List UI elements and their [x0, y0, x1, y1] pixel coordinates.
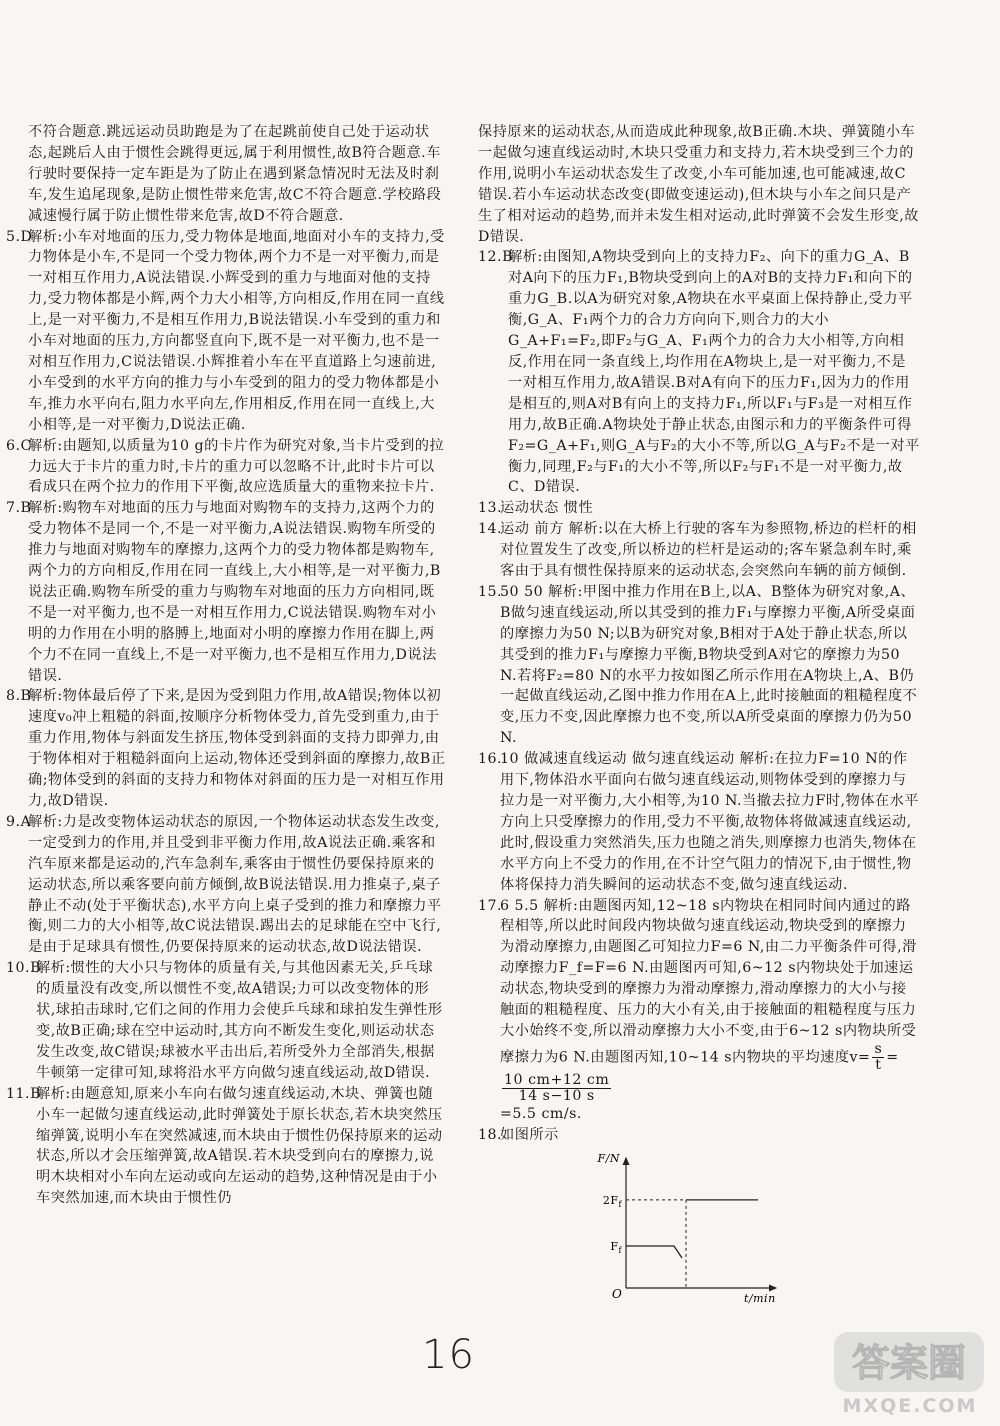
answer-text: 解析:物体最后停了下来,是因为受到阻力作用,故A错误;物体以初速度v₀冲上粗糙的斜面,按顺序分析物体受力,首先受到重力,由于重力作用,物体与斜面发生挤压,物体受到斜面的支持力即弹力,由于物体相对于粗糙斜面向上运动,物体还受到斜面的摩擦力,故B正确;物体受到的斜面的支持力和物体对斜面的压力是一对相互作用力,故D错误.: [28, 688, 446, 809]
fraction-numerator: 10 cm+12 cm: [504, 1071, 610, 1088]
answer-text: 运动状态 惯性: [500, 500, 594, 517]
answer-text: 解析:惯性的大小只与物体的质量有关,与其他因素无关,乒乓球的质量没有改变,所以惯性不变,故A错误;力可以改变物体的形状,球拍击球时,它们之间的作用力会使乒乓球和球拍发生弹性形变,故B正确;球在空中运动时,其方向不断发生变化,则运动状态发生改变,故C错误;球被水平击出后,若所受外力全部消失,根据牛顿第一定律可知,球将沿水平方向做匀速直线运动,故D错误.: [36, 960, 443, 1081]
answer-item: [6, 1084, 446, 1209]
answer-item: [478, 582, 920, 749]
right-column: [478, 122, 920, 1311]
answer-continuation: [6, 122, 446, 227]
answer-item: [478, 896, 920, 1125]
answer-number: 11.B: [6, 1085, 41, 1102]
equals-sign: =: [886, 1049, 899, 1066]
answer-item: [478, 519, 920, 582]
left-column: [6, 122, 446, 1209]
answer-item: [6, 812, 446, 958]
answer-number: 17.: [478, 897, 503, 914]
answer-number: 13.: [478, 500, 503, 517]
answer-text: 解析:由图知,A物块受到向上的支持力F₂、向下的重力G_A、B对A向下的压力F₁,B物块受到向上的A对B的支持力F₁和向下的重力G_B.以A为研究对象,A物块在水平桌面上保持静止,受力平衡,G_A、F₁两个力的合力方向向下,则合力的大小G_A+F₁=F₂,即F₂与G_A、F₁两个力的合力大小相等,方向相反,作用在同一条直线上,均作用在A物块上,是一对平衡力,不是一对相互作用力,故A错误.B对A有向下的压力F₁,因为力的作用是相互的,则A对B有向上的支持力F₁,所以F₁与F₃是一对相互作用力,故B正确.A物块处于静止状态,由图示和力的平衡条件可得F₂=G_A+F₁,则G_A与F₂的大小不等,所以G_A与F₂不是一对平衡力,同理,F₂与F₁的大小不等,所以F₂与F₁不是一对平衡力,故C、D错误.: [508, 249, 920, 496]
tick-label-ff: $F_f$: [610, 1239, 622, 1255]
answer-item: [478, 498, 920, 519]
tick-label-2ff: $2F_f$: [602, 1193, 622, 1209]
answer-continuation: [478, 122, 920, 247]
answer-number: 9.A: [6, 813, 32, 830]
answer-item: [478, 247, 920, 498]
y-axis-label: F/N: [597, 1151, 620, 1165]
answer-number: 12.B: [478, 249, 513, 266]
friction-time-graph: [586, 1148, 786, 1304]
x-axis-label: t/min: [744, 1291, 776, 1304]
fraction-numerator: s: [874, 1040, 883, 1057]
answer-text: 6 5.5 解析:由题图丙知,12~18 s内物块在相同时间内通过的路程相等,所以此时间段内物块做匀速直线运动,物块受到的摩擦力为滑动摩擦力,由题图乙可知拉力F=6 N,由二力平衡条件可得,滑动摩擦力F_f=F=6 N.由题图丙可知,6~12 s内物块处于加速运动状态,物块受到的摩擦力为滑动摩擦力,滑动摩擦力的大小与接触面的粗糙程度、压力的大小有关,由于接触面的粗糙程度与压力大小始终不变,所以滑动摩擦力大小不变,由于6~12 s内物块所受摩擦力为6 N.由题图丙知,10~14 s内物块的平均速度v=: [500, 897, 917, 1066]
answer-text: 运动 前方 解析:以在大桥上行驶的客车为参照物,桥边的栏杆的相对位置发生了改变,所以桥边的栏杆是运动的;客车紧急刹车时,乘客由于具有惯性保持原来的运动状态,会突然向车辆的前方倾倒.: [500, 521, 917, 580]
answer-item: [478, 749, 920, 895]
watermark-url: MXQE.COM: [842, 1395, 978, 1417]
answer-number: 10.B: [6, 960, 41, 977]
answer-number: 6.C: [6, 437, 32, 454]
answer-number: 5.D: [6, 228, 33, 245]
watermark-logo: [818, 1326, 994, 1422]
answer-item: [6, 686, 446, 811]
answer-number: 16.: [478, 751, 503, 768]
answer-text: 10 做减速直线运动 做匀速直线运动 解析:在拉力F=10 N的作用下,物体沿水平面向右做匀速直线运动,则物体受到的摩擦力与拉力是一对平衡力,大小相等,为10 N.当撤去拉力F时,物体在水平方向上只受摩擦力的作用,受力不平衡,故物体将做减速直线运动,此时,假设重力突然消失,压力也随之消失,则摩擦力也消失,物体在水平方向上不受力的作用,在不计空气阻力的情况下,由于惯性,物体将保持力消失瞬间的运动状态不变,做匀速直线运动.: [500, 751, 919, 893]
answer-text: 如图所示: [500, 1126, 559, 1143]
answer-text: 保持原来的运动状态,从而造成此种现象,故B正确.木块、弹簧随小车一起做匀速直线运动时,木块只受重力和支持力,若木块受到三个力的作用,说明小车运动状态发生了改变,小车可能加速,也可能减速,故C错误.若小车运动状态改变(即做变速运动),但木块与小车之间只是产生了相对运动的趋势,而并未发生相对运动,此时弹簧不会发生形变,故D错误.: [478, 124, 919, 245]
static-friction-line: [626, 1246, 682, 1258]
answer-number: 8.B: [6, 688, 32, 705]
answer-text: 解析:购物车对地面的压力与地面对购物车的支持力,这两个力的受力物体不是同一个,不是一对平衡力,A说法错误.购物车所受的推力与地面对购物车的摩擦力,这两个力的受力物体都是购物车,两个力的方向相反,作用在同一直线上,大小相等,是一对平衡力,B说法正确.购物车所受的重力与购物车对地面的压力方向相同,既不是一对平衡力,也不是一对相互作用力,C说法错误.购物车对小明的力作用在小明的胳膊上,地面对小明的摩擦力作用在脚上,两个力不在同一直线上,不是一对平衡力,也不是相互作用力,D说法错误.: [28, 500, 441, 684]
answer-text: 50 50 解析:甲图中推力作用在B上,以A、B整体为研究对象,A、B做匀速直线运动,所以其受到的推力F₁与摩擦力平衡,A所受桌面的摩擦力为50 N;以B为研究对象,B相对于A处于静止状态,所以其受到的推力F₁与摩擦力平衡,B物块受到A对它的摩擦力为50 N.若将F₂=80 N的水平力按如图乙所示作用在A物块上,A、B仍一起做直线运动,乙图中推力作用在A上,此时接触面的粗糙程度不变,压力不变,因此摩擦力也不变,所以A所受桌面的摩擦力仍为50 N.: [500, 583, 918, 747]
fraction-denominator: t: [875, 1056, 882, 1073]
fraction-distance-over-time: [502, 1073, 611, 1104]
page-number: 16: [422, 1332, 475, 1378]
answer-number: 18.: [478, 1126, 503, 1143]
origin-label: O: [612, 1286, 623, 1301]
answer-item: [6, 436, 446, 499]
answer-number: 15.: [478, 583, 503, 600]
fraction-denominator: 14 s−10 s: [518, 1087, 595, 1104]
figure-container: [586, 1148, 920, 1311]
answer-number: 7.B: [6, 500, 32, 517]
answer-number: 14.: [478, 521, 503, 538]
fraction-s-over-t: [872, 1042, 884, 1073]
answer-text: 不符合题意.跳远运动员助跑是为了在起跳前使自己处于运动状态,起跳后人由于惯性会跳得更远,属于利用惯性,故B符合题意.车行驶时要保持一定车距是为了防止在遇到紧急情况时无法及时刹车,发生追尾现象,是防止惯性带来危害,故C不符合题意.学校路段减速慢行属于防止惯性带来危害,故D不符合题意.: [28, 124, 442, 224]
answer-text: 解析:由题知,以质量为10 g的卡片作为研究对象,当卡片受到的拉力远大于卡片的重力时,卡片的重力可以忽略不计,此时卡片可以看成只在两个拉力的作用下平衡,故应选质量大的重物来拉卡片.: [28, 437, 445, 496]
answer-item: [478, 1125, 920, 1146]
watermark-title: 答案圈: [851, 1341, 967, 1385]
answer-text: 解析:小车对地面的压力,受力物体是地面,地面对小车的支持力,受力物体是小车,不是同一个受力物体,两个力不是一对平衡力,而是一对相互作用力,A说法错误.小辉受到的重力与地面对他的支持力,受力物体都是小辉,两个力大小相等,方向相反,作用在同一直线上,是一对平衡力,不是相互作用力,B说法错误.小车受到的重力和小车对地面的压力,方向都竖直向下,既不是一对平衡力,也不是一对相互作用力,C说法错误.小辉推着小车在平直道路上匀速前进,小车受到的水平方向的推力与小车受到的阻力的受力物体都是小车,推力水平向右,阻力水平向左,作用相反,作用在同一直线上,大小相等,是一对平衡力,D说法正确.: [28, 228, 445, 433]
answer-text: 解析:力是改变物体运动状态的原因,一个物体运动状态发生改变,一定受到力的作用,并且受到非平衡力作用,故A说法正确.乘客和汽车原来都是运动的,汽车急刹车,乘客由于惯性仍要保持原来的运动状态,所以乘客要向前方倾倒,故B说法错误.用力推桌子,桌子静止不动(处于平衡状态),水平方向上桌子受到的推力和摩擦力平衡,则二力的大小相等,故C说法错误.踢出去的足球能在空中飞行,是由于足球具有惯性,仍要保持原来的运动状态,故D说法错误.: [28, 813, 442, 956]
answer-item: [6, 958, 446, 1083]
answer-item: [6, 498, 446, 686]
answer-text: 解析:由题意知,原来小车向右做匀速直线运动,木块、弹簧也随小车一起做匀速直线运动,此时弹簧处于原长状态,若木块突然压缩弹簧,说明小车在突然减速,而木块由于惯性仍保持原来的运动状态,所以才会压缩弹簧,故A错误.若木块受到向右的摩擦力,说明木块相对小车向左运动或向左运动的趋势,这种情况是由于小车突然加速,而木块由于惯性仍: [36, 1085, 443, 1207]
result-text: =5.5 cm/s.: [500, 1105, 582, 1122]
answer-item: [6, 227, 446, 436]
